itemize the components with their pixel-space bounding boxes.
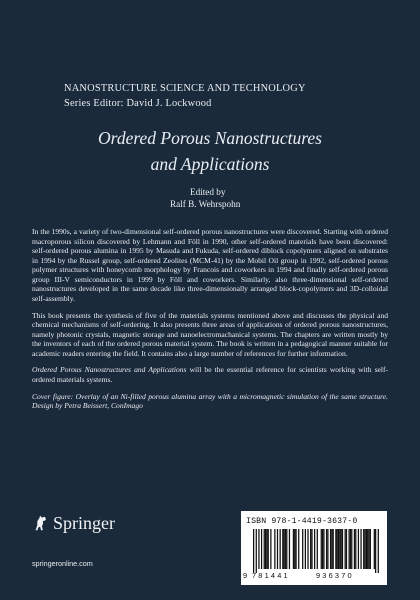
- isbn-number: ISBN 978-1-4419-3637-0: [246, 517, 358, 526]
- springer-logo: [32, 514, 115, 532]
- barcode-icon: [253, 529, 379, 573]
- isbn-barcode-box: [241, 511, 387, 585]
- springer-horse-icon: [32, 514, 50, 532]
- series-editor: Series Editor: David J. Lockwood: [64, 98, 212, 109]
- cover-figure-caption: Cover figure: Overlay of an Ni-filled porous alumina array with a micromagnetic simulation of the same structure. Design by Petra Beissert, ConImago: [32, 391, 388, 411]
- publisher-url: springeronline.com: [32, 559, 93, 568]
- description-paragraph-3: [32, 365, 388, 384]
- description-paragraph-1: In the 1990s, a variety of two-dimensional self-ordered porous nanostructures were discovered. Starting with ordered macroporous silicon discovered by Lehmann and Föll in 1990, other self-ordered materials have been discovered: self-ordered porous alumina in 1995 by Masuda and Fukuda, self-ordered diblock copolymers aligned on substrates in 1994 by the Russel group, self-ordered Zeolites (MCM-41) by the Mobil Oil group in 1992, self-ordered porous polymer structures with honeycomb morphology by Francois and coworkers in 1994 and finally self-ordered porous group III-V semiconductors in 1999 by Föll and coworkers. Similarly, also three-dimensional self-ordered nanostructures developed in the same decade like three-dimensionally arranged block-copolymers and 3D-colloidal self-assembly.: [32, 227, 388, 303]
- paragraph-3-text: will be the essential reference for scientists working with self-ordered materials systems.: [32, 365, 388, 385]
- editor-credit: [170, 186, 240, 210]
- series-info: [64, 81, 364, 111]
- book-title-line-1: Ordered Porous Nanostructures: [98, 128, 322, 148]
- edited-by-label: Edited by: [190, 187, 226, 197]
- editor-name: Ralf B. Wehrspohn: [170, 199, 241, 209]
- book-title: [0, 125, 420, 177]
- barcode-digits: [243, 571, 383, 580]
- barcode-digit-group-1: 781441: [252, 571, 290, 580]
- barcode-digit-group-2: 936370: [316, 571, 354, 580]
- book-title-line-2: and Applications: [150, 154, 270, 174]
- series-name: NANOSTRUCTURE SCIENCE AND TECHNOLOGY: [64, 83, 306, 94]
- publisher-name: Springer: [53, 513, 115, 533]
- paragraph-3-book-title: Ordered Porous Nanostructures and Applications: [32, 365, 187, 375]
- barcode-lead-digit: 9: [243, 571, 248, 580]
- description-paragraph-2: This book presents the synthesis of five of the materials systems mentioned above and discusses the physical and chemical mechanisms of self-ordering. It also presents three areas of applications of ordered porous nanostructures, namely photonic crystals, magnetic storage and nanoelectromachanical systems. The chapters are written mostly by the inventors of each of the ordered porous material system. The book is written in a pedagogical manner suitable for academic readers entering the field. It contains also a large number of references for further information.: [32, 310, 388, 358]
- description-text: [32, 227, 388, 418]
